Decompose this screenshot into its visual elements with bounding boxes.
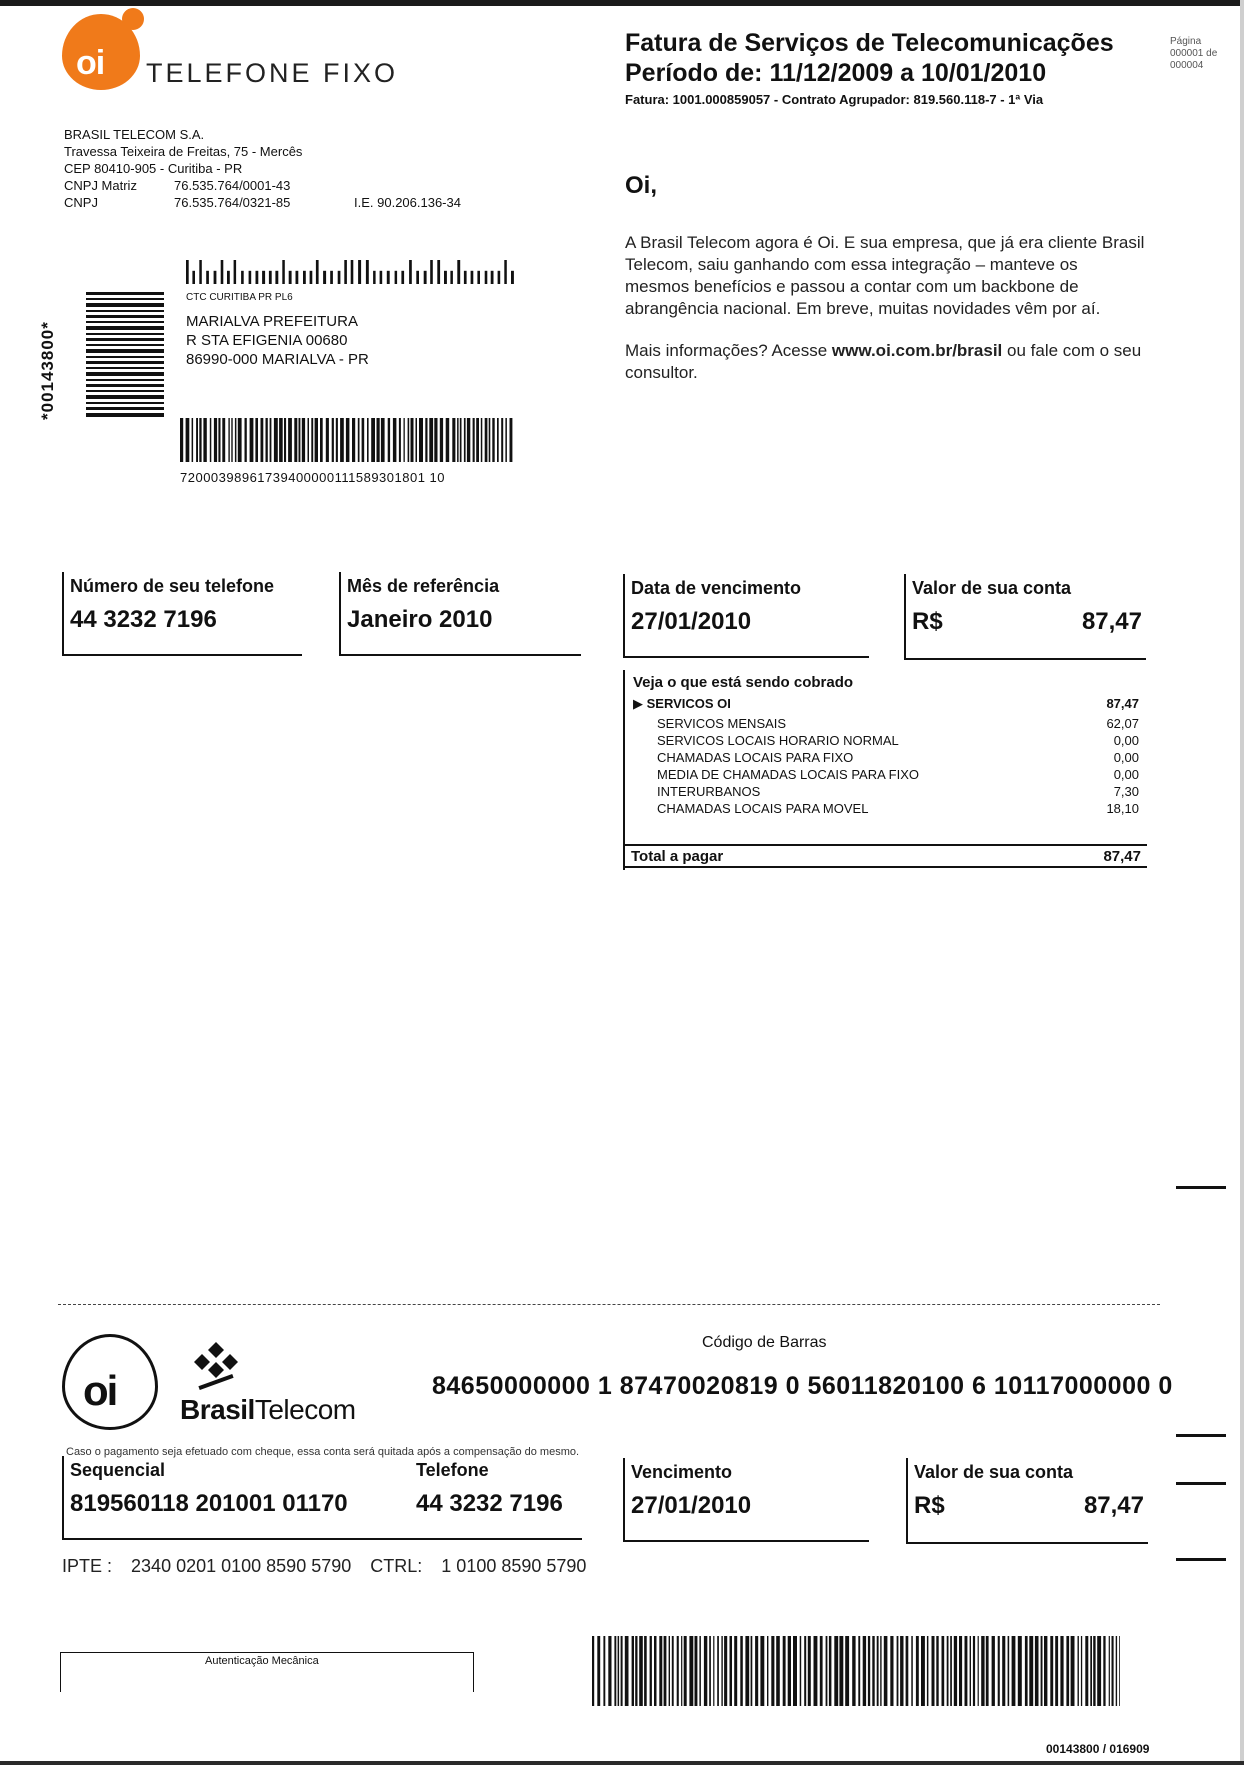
charge-item — [633, 767, 1139, 782]
scan-edge-right — [1240, 0, 1244, 1765]
invoice-number-line: Fatura: 1001.000859057 - Contrato Agrupador: 819.560.118-7 - 1ª Via — [625, 92, 1044, 107]
ctrl-value: 1 0100 8590 5790 — [441, 1556, 587, 1576]
charge-item-value: 18,10 — [1106, 801, 1139, 816]
page-value: 000001 de — [1170, 48, 1218, 59]
charges-heading: Veja o que está sendo cobrado — [633, 674, 854, 691]
amount-label: Valor de sua conta — [912, 578, 1072, 598]
charge-item — [633, 801, 1139, 816]
stub-due-box — [623, 1458, 869, 1542]
company-street: Travessa Teixeira de Freitas, 75 - Mercês — [64, 144, 303, 159]
brasil-telecom-mark-icon — [190, 1342, 242, 1390]
stub-amount-label: Valor de sua conta — [914, 1462, 1074, 1482]
phone-number-box — [62, 572, 302, 656]
cnpj-row — [64, 194, 461, 211]
brand-bold: Brasil — [180, 1394, 255, 1425]
margin-mark — [1176, 1482, 1226, 1485]
greeting: Oi, — [625, 172, 658, 199]
charge-item — [633, 750, 1139, 765]
charge-item-label: SERVICOS MENSAIS — [657, 716, 787, 731]
document-id: 00143800 / 016909 — [1046, 1742, 1150, 1756]
stub-amount-box — [906, 1458, 1148, 1544]
oi-outline-logo — [62, 1334, 158, 1430]
total-row — [625, 844, 1147, 868]
more-info-prefix: Mais informações? Acesse — [625, 341, 832, 360]
page-label: Página — [1170, 36, 1202, 47]
total-label: Total a pagar — [631, 848, 724, 865]
message-body: A Brasil Telecom agora é Oi. E sua empresa, que já era cliente Brasil Telecom, saiu ganhando com essa integração – manteve os mesmos benefícios e passou a contar com um backbone de abrangência nacional. Em breve, muitas novidades vêm por aí. — [625, 233, 1145, 318]
charge-item-label: INTERURBANOS — [657, 784, 761, 799]
cut-line — [58, 1304, 1160, 1305]
charge-item-value: 0,00 — [1113, 767, 1139, 782]
charge-item — [633, 716, 1139, 731]
sequence-phone-box — [62, 1456, 582, 1540]
margin-mark — [1176, 1186, 1226, 1189]
reference-month-box — [339, 572, 581, 656]
charge-item-label: MEDIA DE CHAMADAS LOCAIS PARA FIXO — [657, 767, 919, 782]
scan-edge-bottom — [0, 1761, 1244, 1765]
charges-main-label-text: SERVICOS OI — [646, 696, 731, 711]
recipient-city: 86990-000 MARIALVA - PR — [186, 351, 369, 368]
vertical-barcode-text: *00143800* — [38, 321, 57, 420]
stub-phone-label: Telefone — [416, 1460, 489, 1480]
stub-due-label: Vencimento — [631, 1462, 733, 1482]
cheque-note: Caso o pagamento seja efetuado com cheque, essa conta será quitada após a compensação do mesmo. — [66, 1446, 580, 1458]
reference-month-label: Mês de referência — [347, 576, 500, 596]
oi-logo — [62, 14, 140, 90]
ctc-code: CTC CURITIBA PR PL6 — [186, 292, 293, 303]
phone-number-value: 44 3232 7196 — [70, 606, 217, 633]
payment-barcode — [592, 1636, 1120, 1706]
ipte-value: 2340 0201 0100 8590 5790 — [131, 1556, 352, 1576]
sequence-label: Sequencial — [70, 1460, 166, 1480]
postal-barcode — [186, 260, 514, 284]
stub-amount-currency: R$ — [914, 1492, 945, 1519]
cnpj-label: CNPJ — [64, 195, 98, 210]
barcode-label: Código de Barras — [702, 1334, 827, 1351]
recipient-street: R STA EFIGENIA 00680 — [186, 332, 348, 349]
cnpj-matriz-row — [64, 177, 461, 194]
charge-item — [633, 784, 1139, 799]
charges-main-row — [633, 696, 1139, 712]
page-total: 000004 — [1170, 60, 1204, 71]
due-date-value: 27/01/2010 — [631, 608, 752, 635]
ipte-label: IPTE : — [62, 1556, 113, 1576]
page-indicator — [1170, 36, 1217, 72]
ctrl-label: CTRL: — [370, 1556, 423, 1576]
recipient-name: MARIALVA PREFEITURA — [186, 313, 358, 330]
charge-item-value: 0,00 — [1113, 733, 1139, 748]
website-link[interactable]: www.oi.com.br/brasil — [831, 341, 1003, 360]
stub-phone-value: 44 3232 7196 — [416, 1490, 563, 1517]
margin-mark — [1176, 1434, 1226, 1437]
phone-number-label: Número de seu telefone — [70, 576, 275, 596]
charge-item-value: 0,00 — [1113, 750, 1139, 765]
brasil-telecom-name — [180, 1394, 356, 1426]
company-name: BRASIL TELECOM S.A. — [64, 127, 205, 142]
cnpj-matriz-value: 76.535.764/0001-43 — [174, 178, 291, 193]
barcode-digits: 84650000000 1 87470020819 0 56011820100 6 10117000000 0 — [432, 1372, 1173, 1400]
amount-box — [904, 574, 1146, 660]
mechanical-auth-box — [60, 1652, 474, 1692]
margin-mark — [1176, 1558, 1226, 1561]
charge-item-value: 62,07 — [1106, 716, 1139, 731]
cnpj-value: 76.535.764/0321-85 — [174, 195, 291, 210]
scan-edge-top — [0, 0, 1244, 6]
more-info — [625, 340, 1145, 384]
cnpj-matriz-label: CNPJ Matriz — [64, 178, 137, 193]
ie-value: I.E. 90.206.136-34 — [354, 195, 461, 210]
mailing-barcode-number: 72000398961739400000111589301801 10 — [180, 470, 446, 485]
oi-outline-logo-text: oi — [83, 1367, 117, 1414]
charge-item-value: 7,30 — [1113, 784, 1139, 799]
due-date-label: Data de vencimento — [631, 578, 802, 598]
company-cep: CEP 80410-905 - Curitiba - PR — [64, 161, 243, 176]
sequence-value: 819560118 201001 01170 — [70, 1490, 348, 1517]
mechanical-auth-label: Autenticação Mecânica — [205, 1655, 319, 1667]
brand-regular: Telecom — [254, 1394, 356, 1425]
ipte-line — [62, 1556, 600, 1577]
invoice-title-line1: Fatura de Serviços de Telecomunicações — [625, 29, 1114, 57]
reference-month-value: Janeiro 2010 — [347, 606, 493, 633]
invoice-period: Período de: 11/12/2009 a 10/01/2010 — [625, 59, 1047, 87]
charges-main-value: 87,47 — [1106, 696, 1139, 711]
amount-currency: R$ — [912, 608, 943, 635]
product-name: TELEFONE FIXO — [146, 58, 399, 88]
charge-item — [633, 733, 1139, 748]
oi-logo-text: oi — [76, 44, 105, 82]
more-info-suffix: ou fale com o seu consultor. — [625, 341, 1142, 382]
charges-main-label: ▶ SERVICOS OI — [633, 696, 731, 711]
charge-item-label: CHAMADAS LOCAIS PARA FIXO — [657, 750, 854, 765]
charges-section — [623, 670, 1145, 870]
recipient-address — [186, 312, 369, 369]
vertical-barcode — [86, 292, 164, 418]
invoice-title — [625, 28, 1114, 88]
amount-value: 87,47 — [1081, 608, 1142, 635]
total-value: 87,47 — [1103, 848, 1141, 865]
mailing-barcode — [180, 418, 514, 462]
charge-item-label: SERVICOS LOCAIS HORARIO NORMAL — [657, 733, 899, 748]
stub-amount-value: 87,47 — [1083, 1492, 1144, 1519]
due-date-box — [623, 574, 869, 658]
stub-due-value: 27/01/2010 — [631, 1492, 752, 1519]
charge-item-label: CHAMADAS LOCAIS PARA MOVEL — [657, 801, 869, 816]
company-info — [64, 126, 461, 211]
